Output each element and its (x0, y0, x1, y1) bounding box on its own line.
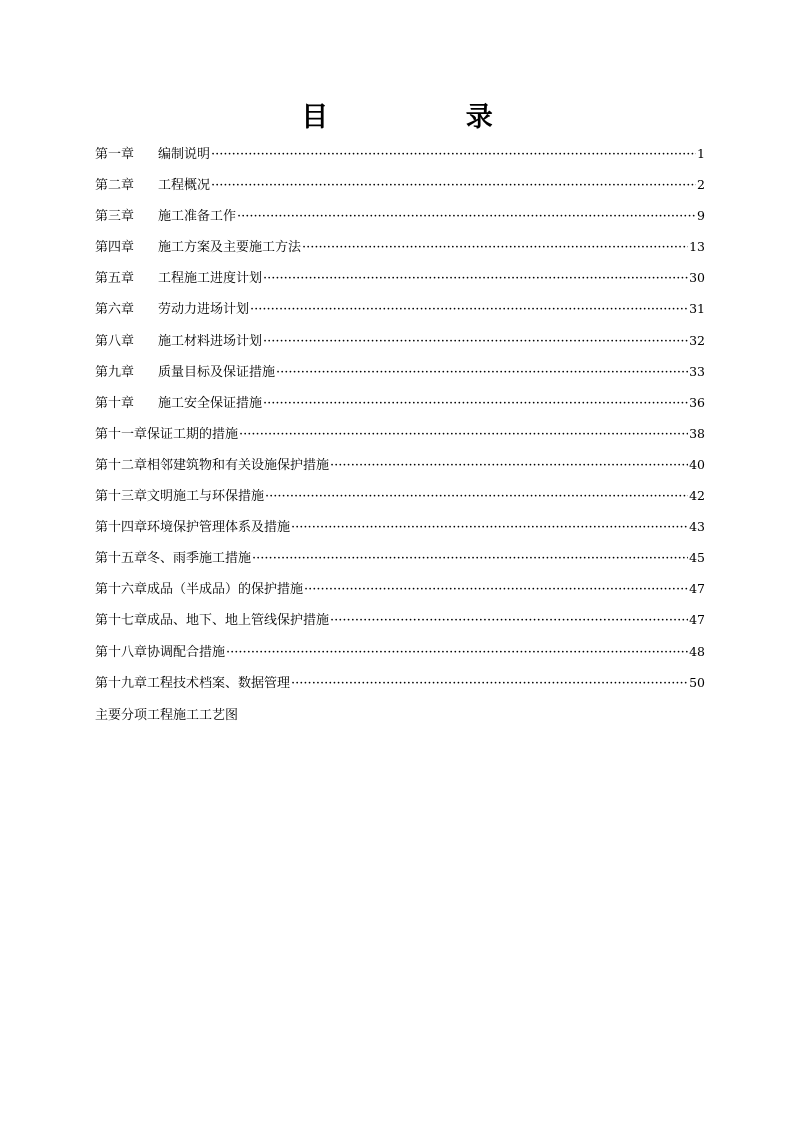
toc-chapter-number: 第十七章 (95, 613, 148, 629)
toc-chapter-title: 协调配合措施 (147, 644, 226, 660)
toc-page-number: 9 (697, 208, 705, 224)
toc-page-number: 47 (689, 612, 705, 628)
toc-page-number: 38 (689, 425, 705, 441)
toc-dot-leader (304, 579, 688, 601)
toc-chapter-number: 第八章 (95, 333, 135, 349)
toc-chapter-number: 第十三章 (95, 489, 148, 505)
toc-chapter-title: 施工材料进场计划 (158, 333, 263, 349)
toc-entry (95, 641, 705, 672)
toc-entry (95, 609, 705, 640)
toc-entry (95, 174, 705, 205)
toc-entry (95, 298, 705, 329)
toc-entry (95, 454, 705, 485)
toc-chapter-title: 工程技术档案、数据管理 (147, 675, 291, 691)
toc-entry (95, 578, 705, 609)
toc-chapter-number: 第六章 (95, 302, 135, 318)
toc-page-number: 45 (689, 550, 705, 566)
toc-page-number: 43 (689, 519, 705, 535)
toc-chapter-number: 第二章 (95, 178, 135, 194)
toc-page-number: 47 (689, 581, 705, 597)
toc-chapter-title: 成品（半成品）的保护措施 (147, 582, 304, 598)
toc-entry (95, 361, 705, 392)
toc-chapter-title: 工程施工进度计划 (158, 271, 263, 287)
toc-chapter-number: 第十五章 (95, 551, 148, 567)
toc-entry (95, 267, 705, 298)
appendix-heading: 主要分项工程施工工艺图 (95, 708, 239, 723)
toc-dot-leader (252, 548, 688, 570)
toc-entry (95, 143, 705, 174)
toc-chapter-number: 第四章 (95, 240, 135, 256)
toc-chapter-title: 质量目标及保证措施 (158, 364, 276, 380)
toc-dot-leader (265, 486, 688, 508)
toc-dot-leader (237, 206, 696, 228)
toc-page-number: 32 (689, 332, 705, 348)
toc-chapter-number: 第十四章 (95, 520, 148, 536)
toc-dot-leader (291, 517, 688, 539)
toc-chapter-number: 第五章 (95, 271, 135, 287)
toc-dot-leader (276, 362, 688, 384)
toc-chapter-title: 劳动力进场计划 (158, 302, 250, 318)
toc-dot-leader (239, 424, 688, 446)
toc-dot-leader (291, 673, 688, 695)
toc-dot-leader (211, 175, 696, 197)
toc-chapter-title: 环境保护管理体系及措施 (147, 520, 291, 536)
toc-chapter-number: 第一章 (95, 147, 135, 162)
toc-chapter-number: 第十八章 (95, 644, 148, 660)
toc-page-number: 2 (697, 177, 705, 193)
toc-chapter-title: 保证工期的措施 (147, 426, 239, 442)
toc-entry (95, 516, 705, 547)
toc-dot-leader (330, 610, 688, 632)
toc-page-number: 31 (689, 301, 705, 317)
toc-chapter-number: 第九章 (95, 364, 135, 380)
toc-chapter-title: 成品、地下、地上管线保护措施 (147, 613, 330, 629)
toc-dot-leader (263, 268, 688, 290)
toc-chapter-title: 施工方案及主要施工方法 (158, 240, 302, 256)
toc-page-number: 40 (689, 456, 705, 472)
toc-page-number: 42 (689, 488, 705, 504)
toc-page-number: 13 (689, 239, 705, 255)
toc-page-number: 36 (689, 394, 705, 410)
toc-chapter-title: 施工安全保证措施 (158, 395, 263, 411)
toc-chapter-title: 冬、雨季施工措施 (147, 551, 252, 567)
toc-entry (95, 205, 705, 236)
toc-dot-leader (263, 393, 688, 415)
toc-page-number: 30 (689, 270, 705, 286)
toc-entry (95, 485, 705, 516)
toc-page-number: 48 (689, 643, 705, 659)
toc-entry (95, 330, 705, 361)
toc-entry (95, 236, 705, 267)
toc-chapter-title: 工程概况 (158, 178, 211, 194)
toc-dot-leader (302, 237, 688, 259)
toc-dot-leader (226, 642, 688, 664)
toc-dot-leader (211, 144, 696, 166)
toc-chapter-number: 第十九章 (95, 675, 148, 691)
toc-chapter-number: 第十二章 (95, 457, 148, 473)
toc-dot-leader (263, 331, 688, 353)
toc-dot-leader (250, 299, 688, 321)
toc-chapter-number: 第十一章 (95, 426, 148, 442)
toc-page-number: 33 (689, 363, 705, 379)
toc-chapter-title: 施工准备工作 (158, 209, 237, 225)
toc-dot-leader (330, 455, 688, 477)
toc-chapter-title: 相邻建筑物和有关设施保护措施 (147, 457, 330, 473)
toc-chapter-number: 第十六章 (95, 582, 148, 598)
table-of-contents (95, 143, 705, 703)
toc-chapter-number: 第三章 (95, 209, 135, 225)
toc-entry (95, 547, 705, 578)
toc-entry (95, 392, 705, 423)
toc-chapter-number: 第十章 (95, 395, 135, 411)
toc-page-number: 50 (689, 674, 705, 690)
toc-page-number: 1 (697, 146, 705, 161)
toc-entry (95, 672, 705, 703)
page-title: 目 录 (301, 102, 557, 133)
toc-chapter-title: 编制说明 (158, 147, 211, 162)
toc-chapter-title: 文明施工与环保措施 (147, 489, 265, 505)
toc-entry (95, 423, 705, 454)
